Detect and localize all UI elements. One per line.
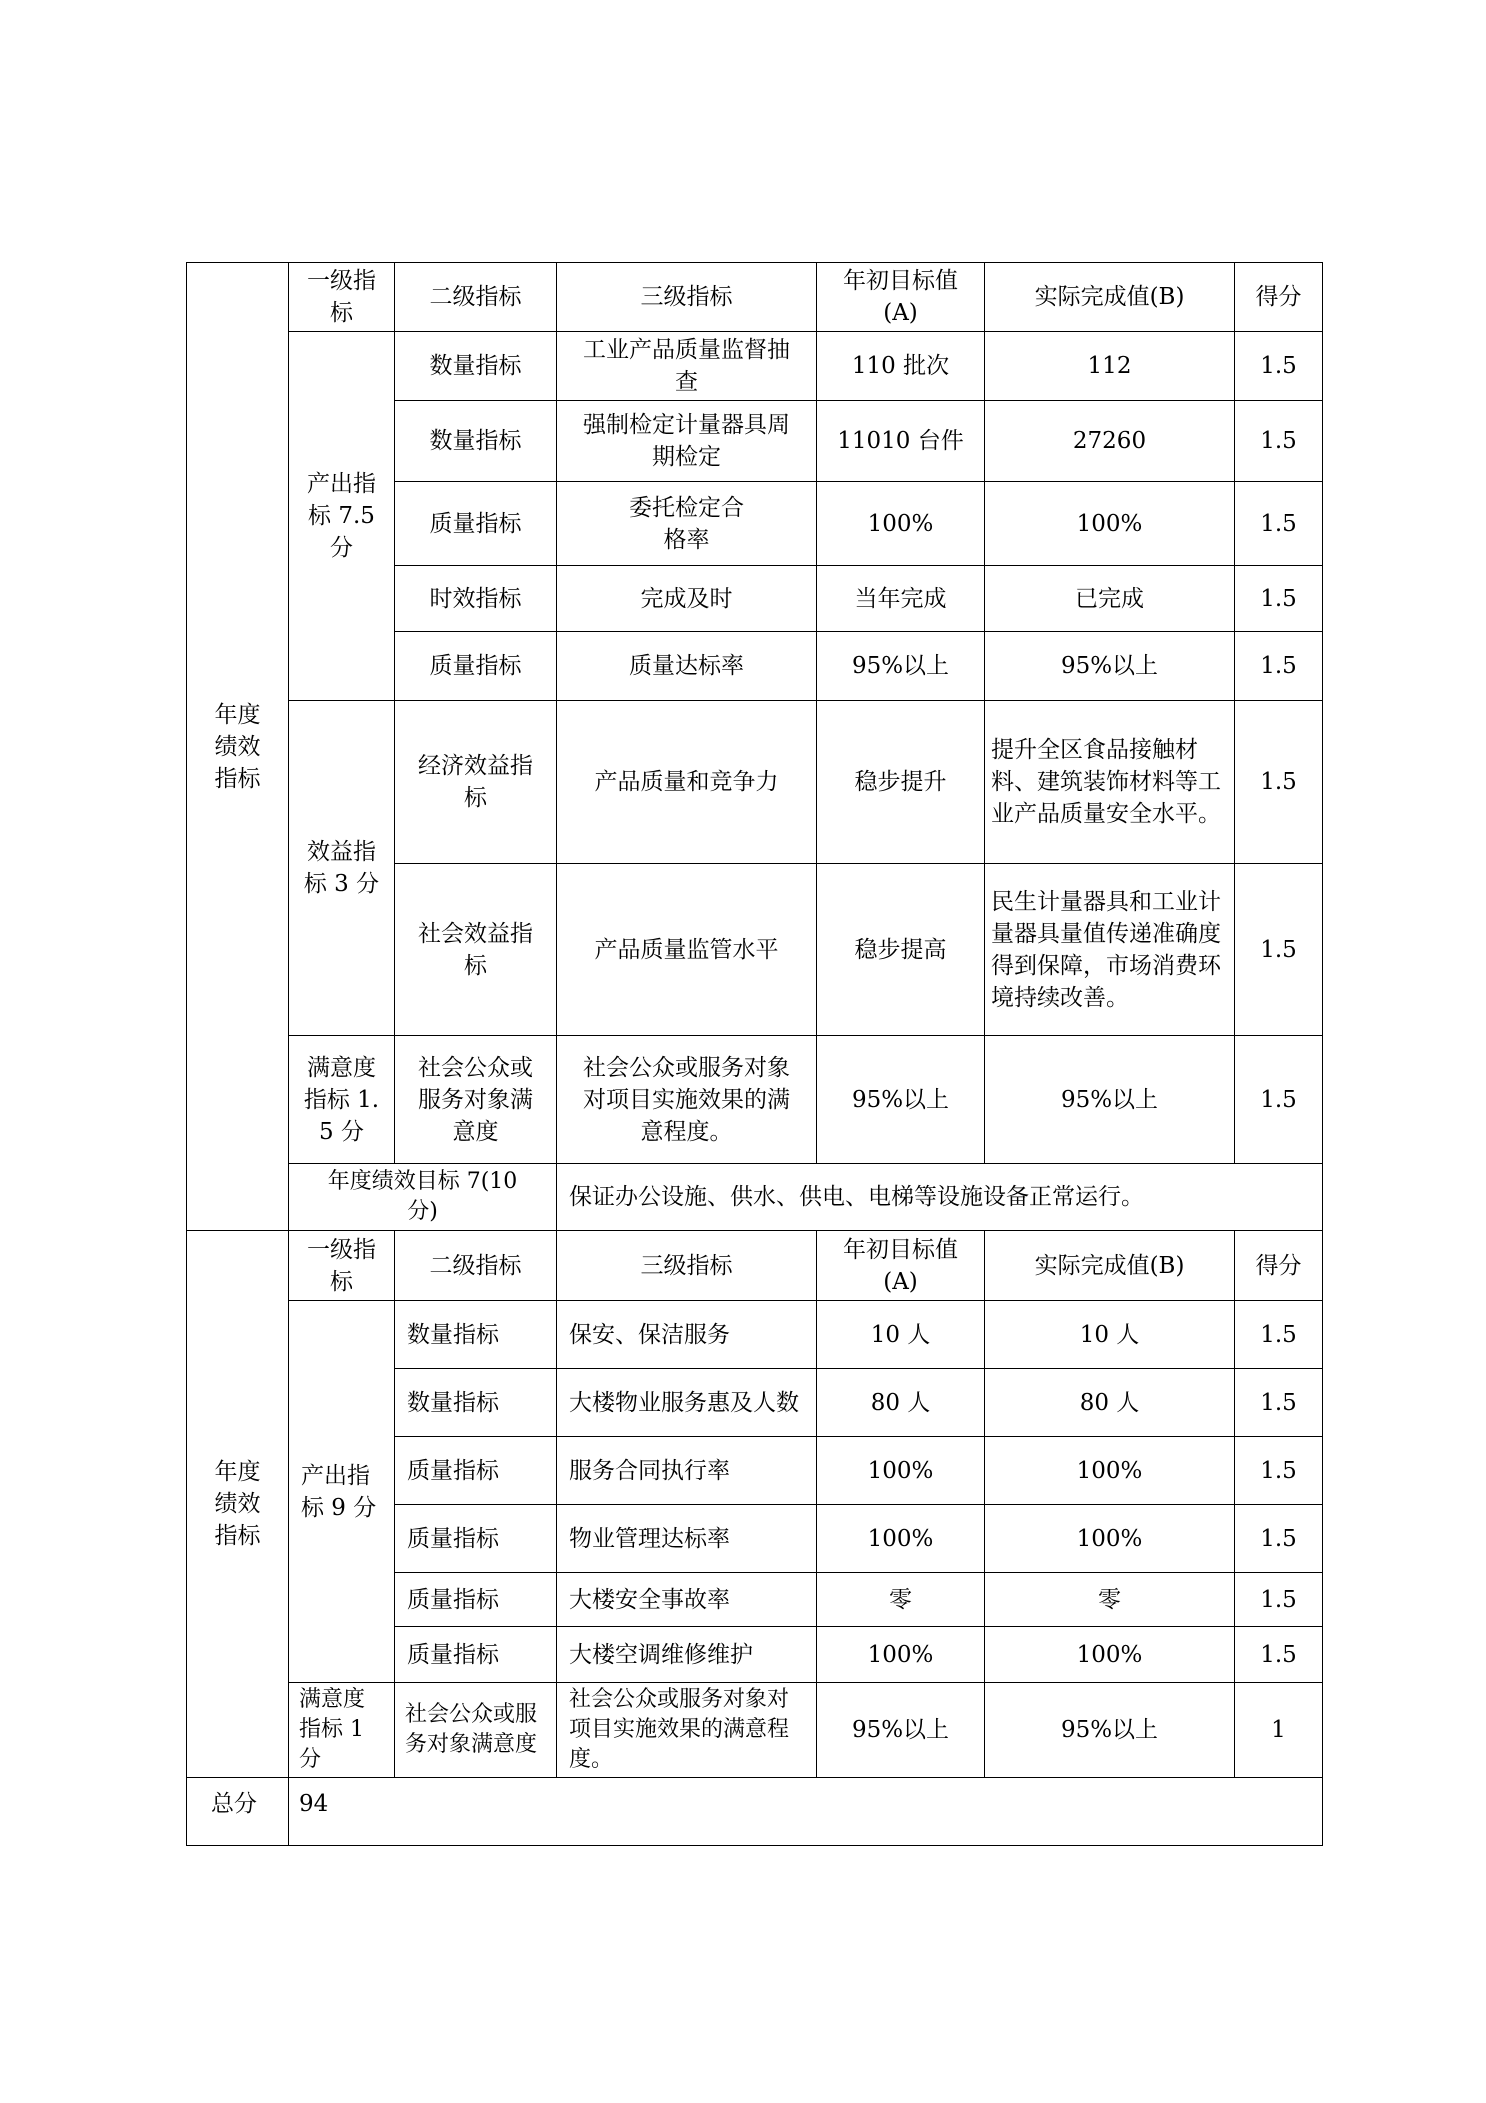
target-cell: 10 人 [817,1301,985,1369]
score-cell: 1.5 [1235,332,1323,401]
actual-cell: 10 人 [985,1301,1235,1369]
target-cell: 稳步提升 [817,701,985,864]
level3-cell: 服务合同执行率 [557,1437,817,1505]
target-cell: 100% [817,1437,985,1505]
header-target: 年初目标值(A) [817,263,985,332]
level2-cell: 社会效益指标 [395,864,557,1036]
level3-cell: 大楼安全事故率 [557,1573,817,1627]
score-cell: 1.5 [1235,1369,1323,1437]
score-cell: 1.5 [1235,482,1323,566]
score-cell: 1.5 [1235,1573,1323,1627]
score-cell: 1.5 [1235,701,1323,864]
table-row [187,1683,1323,1778]
level2-cell: 质量指标 [395,632,557,701]
level3-cell: 完成及时 [557,566,817,632]
table-row [187,701,1323,864]
block1-category-label: 年度绩效指标 [187,263,289,1231]
target-cell: 100% [817,482,985,566]
block1-header-row [187,263,1323,332]
target-cell: 11010 台件 [817,401,985,482]
level3-cell: 质量达标率 [557,632,817,701]
level2-cell: 社会公众或服务对象满意度 [395,1036,557,1164]
target-cell: 80 人 [817,1369,985,1437]
actual-cell: 95%以上 [985,1036,1235,1164]
header-actual: 实际完成值(B) [985,263,1235,332]
level2-cell: 数量指标 [395,332,557,401]
actual-cell: 提升全区食品接触材料、建筑装饰材料等工业产品质量安全水平。 [985,701,1235,864]
header-level2: 二级指标 [395,263,557,332]
level2-cell: 质量指标 [395,482,557,566]
block2-category-label: 年度绩效指标 [187,1231,289,1778]
level3-cell: 产品质量和竞争力 [557,701,817,864]
actual-cell: 零 [985,1573,1235,1627]
actual-cell: 100% [985,1627,1235,1683]
actual-cell: 95%以上 [985,632,1235,701]
actual-cell: 100% [985,1505,1235,1573]
actual-cell: 100% [985,1437,1235,1505]
total-row [187,1778,1323,1846]
target-cell: 110 批次 [817,332,985,401]
level3-cell: 强制检定计量器具周期检定 [557,401,817,482]
level3-cell: 社会公众或服务对象对项目实施效果的满意程度。 [557,1683,817,1778]
table-row [187,1301,1323,1369]
level3-cell: 大楼空调维修维护 [557,1627,817,1683]
block2-header-row [187,1231,1323,1301]
header-score: 得分 [1235,1231,1323,1301]
actual-cell: 民生计量器具和工业计量器具量值传递准确度得到保障，市场消费环境持续改善。 [985,864,1235,1036]
score-cell: 1.5 [1235,1437,1323,1505]
score-cell: 1 [1235,1683,1323,1778]
score-cell: 1.5 [1235,566,1323,632]
actual-cell: 95%以上 [985,1683,1235,1778]
score-cell: 1.5 [1235,864,1323,1036]
score-cell: 1.5 [1235,632,1323,701]
score-cell: 1.5 [1235,1036,1323,1164]
target-cell: 稳步提高 [817,864,985,1036]
actual-cell: 27260 [985,401,1235,482]
header-level2: 二级指标 [395,1231,557,1301]
level2-cell: 时效指标 [395,566,557,632]
score-cell: 1.5 [1235,1505,1323,1573]
level3-cell: 委托检定合格率 [557,482,817,566]
target-cell: 100% [817,1505,985,1573]
level3-cell: 保安、保洁服务 [557,1301,817,1369]
level2-cell: 质量指标 [395,1627,557,1683]
goal-row [187,1164,1323,1231]
header-actual: 实际完成值(B) [985,1231,1235,1301]
table-row [187,332,1323,401]
score-cell: 1.5 [1235,401,1323,482]
actual-cell: 80 人 [985,1369,1235,1437]
level3-cell: 大楼物业服务惠及人数 [557,1369,817,1437]
level3-cell: 工业产品质量监督抽查 [557,332,817,401]
header-level1: 一级指标 [289,263,395,332]
table-row [187,1036,1323,1164]
performance-table [186,262,1323,1846]
target-cell: 零 [817,1573,985,1627]
actual-cell: 已完成 [985,566,1235,632]
level3-cell: 物业管理达标率 [557,1505,817,1573]
level2-cell: 质量指标 [395,1437,557,1505]
target-cell: 当年完成 [817,566,985,632]
actual-cell: 100% [985,482,1235,566]
header-score: 得分 [1235,263,1323,332]
group-satisfaction: 满意度指标 1 分 [289,1683,395,1778]
level2-cell: 质量指标 [395,1573,557,1627]
goal-label: 年度绩效目标 7(10 分) [289,1164,557,1231]
target-cell: 95%以上 [817,1683,985,1778]
level2-cell: 经济效益指标 [395,701,557,864]
level2-cell: 质量指标 [395,1505,557,1573]
target-cell: 100% [817,1627,985,1683]
level3-cell: 社会公众或服务对象对项目实施效果的满意程度。 [557,1036,817,1164]
group-satisfaction: 满意度指标 1.5 分 [289,1036,395,1164]
target-cell: 95%以上 [817,632,985,701]
total-label: 总分 [187,1778,289,1846]
target-cell: 95%以上 [817,1036,985,1164]
goal-text: 保证办公设施、供水、供电、电梯等设施设备正常运行。 [557,1164,1323,1231]
score-cell: 1.5 [1235,1301,1323,1369]
group-output: 产出指标 7.5 分 [289,332,395,701]
level2-cell: 数量指标 [395,1369,557,1437]
level3-cell: 产品质量监管水平 [557,864,817,1036]
header-level3: 三级指标 [557,1231,817,1301]
level2-cell: 数量指标 [395,1301,557,1369]
level2-cell: 社会公众或服务对象满意度 [395,1683,557,1778]
group-benefit: 效益指标 3 分 [289,701,395,1036]
total-value: 94 [289,1778,1323,1846]
level2-cell: 数量指标 [395,401,557,482]
header-level1: 一级指标 [289,1231,395,1301]
header-level3: 三级指标 [557,263,817,332]
score-cell: 1.5 [1235,1627,1323,1683]
header-target: 年初目标值(A) [817,1231,985,1301]
group-output: 产出指标 9 分 [289,1301,395,1683]
actual-cell: 112 [985,332,1235,401]
